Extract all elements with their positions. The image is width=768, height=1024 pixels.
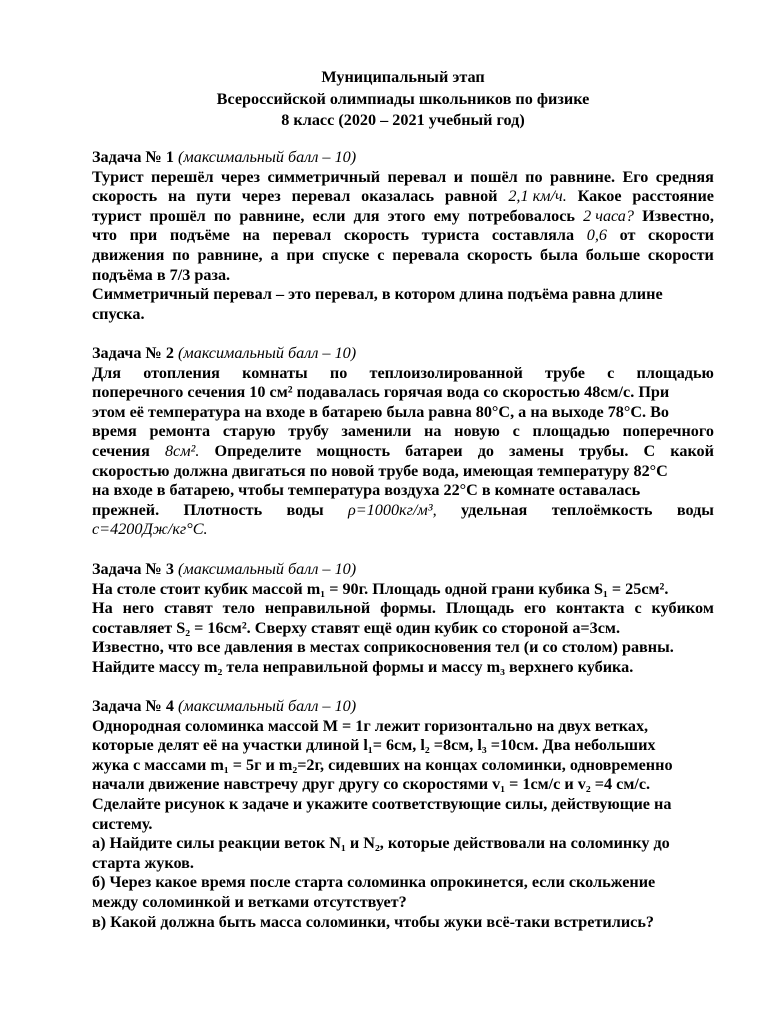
task-line: б) Через какое время после старта соломинка опрокинется, если скольжение <box>92 873 656 892</box>
word: Какое <box>577 187 622 206</box>
word: туриста <box>421 226 480 245</box>
word: оказалась <box>361 187 435 206</box>
task-line <box>92 599 714 619</box>
word: равнине, <box>239 206 305 225</box>
word: На <box>92 599 113 618</box>
header-olympiad: Всероссийской олимпиады школьников по физике <box>216 89 590 108</box>
word: по <box>525 167 543 186</box>
word: перешёл <box>150 167 214 186</box>
word: равной <box>444 187 498 206</box>
word: Известно, <box>642 206 714 225</box>
word: прежней. <box>92 500 160 519</box>
word: спуске <box>321 245 370 264</box>
word: скорость <box>92 187 158 206</box>
task-line: Сделайте рисунок к задаче и укажите соответствующие силы, действующие на <box>92 794 672 813</box>
word: была <box>540 245 578 264</box>
word: его <box>524 599 547 618</box>
word: симметричный <box>267 167 381 186</box>
word: батареи <box>405 441 463 460</box>
word: отопления <box>143 363 220 382</box>
task-1 <box>92 148 714 324</box>
word: время <box>92 422 137 441</box>
task-line: скоростью должна двигаться по новой трубе вода, имеющая температуру 82°С <box>92 461 668 480</box>
task-title: Задача № 1 <box>92 148 174 166</box>
task-line: которые делят её на участки длиной l₁= 6см, l₂ =8см, l₃ =10см. Два небольших <box>92 736 656 755</box>
word: от <box>619 226 636 245</box>
task-line: поперечного сечения 10 см² подавалась горячая вода со скоростью 48см/с. При <box>92 383 670 402</box>
task-line: спуска. <box>92 304 145 323</box>
word: удельная <box>461 500 528 519</box>
word: теплоёмкость <box>551 500 653 519</box>
word: пути <box>196 187 231 206</box>
task-score: (максимальный балл – 10) <box>178 560 357 578</box>
task-line: Известно, что все давления в местах соприкосновения тел (и со столом) равны. <box>92 638 674 657</box>
word: Определите <box>214 441 302 460</box>
word: турист <box>92 206 142 225</box>
word: движения <box>92 245 165 264</box>
word: а <box>270 245 279 264</box>
word: тело <box>222 599 255 618</box>
word: скорости <box>647 245 714 264</box>
header-grade-year: 8 класс (2020 – 2021 учебный год) <box>281 111 525 129</box>
task-line: на входе в батарею, чтобы температура воздуха 22°С в комнате оставалась <box>92 481 641 500</box>
word: перевал <box>387 167 447 186</box>
word: ставят <box>164 599 213 618</box>
word: теплоизолированной <box>369 363 523 382</box>
task-3 <box>92 560 714 678</box>
word: перевал <box>272 226 332 245</box>
word: контакта <box>556 599 625 618</box>
word: через <box>221 167 261 186</box>
word: через <box>241 187 281 206</box>
task-score: (максимальный балл – 10) <box>178 344 357 362</box>
task-line <box>92 422 714 442</box>
word: на <box>242 226 260 245</box>
word: него <box>122 599 155 618</box>
word: составляла <box>491 226 575 245</box>
word: и <box>453 167 463 186</box>
word: перевал <box>291 187 351 206</box>
task-line: между соломинкой и ветками отсутствует? <box>92 892 407 911</box>
task-line: старта жуков. <box>92 853 194 872</box>
word: скорость <box>343 226 410 245</box>
word: потребовалось <box>467 206 575 225</box>
task-line: Найдите массу m₂ тела неправильной формы и массу m₃ верхнего кубика. <box>92 657 634 676</box>
word: какой <box>670 441 714 460</box>
word: новую <box>454 422 500 441</box>
value-area: 8см². <box>164 441 200 460</box>
task-line: в) Какой должна быть масса соломинки, чтобы жуки всё-таки встретились? <box>92 912 655 931</box>
word: воды <box>676 500 714 519</box>
word: формы. <box>380 599 436 618</box>
task-line <box>92 226 714 246</box>
word: скорость <box>466 245 533 264</box>
word: неправильной <box>264 599 371 618</box>
task-line: а) Найдите силы реакции веток N₁ и N₂, которые действовали на соломинку до <box>92 834 670 853</box>
word: равнине, <box>197 245 263 264</box>
word: трубы. <box>578 441 629 460</box>
word: С <box>643 441 656 460</box>
task-line: с=4200Дж/кг°С. <box>92 520 208 539</box>
word: старую <box>222 422 276 441</box>
value-time: 2 часа? <box>583 206 634 225</box>
task-line: начали движение навстречу друг другу со скоростями v₁ = 1см/с и v₂ =4 см/с. <box>92 775 651 794</box>
word: Площадь <box>445 599 515 618</box>
task-line: составляет S₂ = 16см². Сверху ставят ещё один кубик со стороной а=3см. <box>92 618 620 637</box>
word: при <box>286 245 315 264</box>
word: с <box>607 363 615 382</box>
word: на <box>424 422 442 441</box>
task-heading <box>92 560 714 580</box>
word: скорости <box>648 226 714 245</box>
word: перевала <box>392 245 460 264</box>
task-score: (максимальный балл – 10) <box>178 148 357 166</box>
word: больше <box>585 245 641 264</box>
word: мощность <box>316 441 391 460</box>
word: средняя <box>655 167 714 186</box>
task-line <box>92 364 714 384</box>
value-speed: 2,1 км/ч. <box>508 187 567 206</box>
task-heading <box>92 344 714 364</box>
word: комнаты <box>242 363 308 382</box>
word: ремонта <box>149 422 211 441</box>
word: этого <box>387 206 426 225</box>
word: для <box>353 206 380 225</box>
word: с <box>634 599 642 618</box>
word: на <box>168 187 186 206</box>
task-line: Симметричный перевал – это перевал, в котором длина подъёма равна длине <box>92 285 663 304</box>
word: Плотность <box>183 500 263 519</box>
word: если <box>312 206 346 225</box>
word: поперечного <box>622 422 714 441</box>
task-line <box>92 187 714 207</box>
task-4 <box>92 697 714 932</box>
word: площадью <box>532 422 610 441</box>
task-line: Однородная соломинка массой М = 1г лежит горизонтально на двух ветках, <box>92 716 649 735</box>
task-heading <box>92 697 714 717</box>
word: что <box>92 226 117 245</box>
task-line <box>92 246 714 266</box>
word: Для <box>92 363 121 382</box>
word: кубиком <box>651 599 714 618</box>
word: по <box>213 206 232 225</box>
word: воды <box>286 500 324 519</box>
task-line: этом её температура на входе в батарею была равна 80°С, а на выходе 78°С. Во <box>92 402 670 421</box>
word: сечения <box>92 441 150 460</box>
task-line: систему. <box>92 814 153 833</box>
task-title: Задача № 2 <box>92 344 174 362</box>
value-density: ρ=1000кг/м³, <box>347 500 437 519</box>
task-line <box>92 442 714 462</box>
value-ratio: 0,6 <box>586 226 607 245</box>
word: Турист <box>92 167 144 186</box>
word: заменили <box>341 422 412 441</box>
task-line: На столе стоит кубик массой m₁ = 90г. Площадь одной грани кубика S₁ = 25см². <box>92 579 669 598</box>
word: трубу <box>288 422 329 441</box>
word: ему <box>433 206 460 225</box>
document-header <box>92 67 714 132</box>
word: по <box>172 245 190 264</box>
task-line <box>92 501 714 521</box>
task-score: (максимальный балл – 10) <box>178 697 357 715</box>
word: пошёл <box>470 167 518 186</box>
task-line: подъёма в 7/3 раза. <box>92 265 231 284</box>
word: с <box>512 422 520 441</box>
word: трубе <box>545 363 585 382</box>
task-line <box>92 207 714 227</box>
task-line: жука с массами m₁ = 5г и m₂=2г, сидевших на концах соломинки, одновременно <box>92 755 673 774</box>
word: при <box>129 226 158 245</box>
word: прошёл <box>149 206 206 225</box>
word: площадью <box>636 363 714 382</box>
header-stage: Муниципальный этап <box>321 68 485 86</box>
word: равнине. <box>550 167 616 186</box>
task-heading <box>92 148 714 168</box>
task-title: Задача № 3 <box>92 560 174 578</box>
word: расстояние <box>632 187 714 206</box>
word: до <box>477 441 494 460</box>
task-title: Задача № 4 <box>92 697 174 715</box>
task-line <box>92 168 714 188</box>
word: с <box>377 245 385 264</box>
word: подъёме <box>169 226 230 245</box>
word: по <box>329 363 348 382</box>
word: замены <box>509 441 564 460</box>
word: Его <box>622 167 649 186</box>
task-2 <box>92 344 714 540</box>
